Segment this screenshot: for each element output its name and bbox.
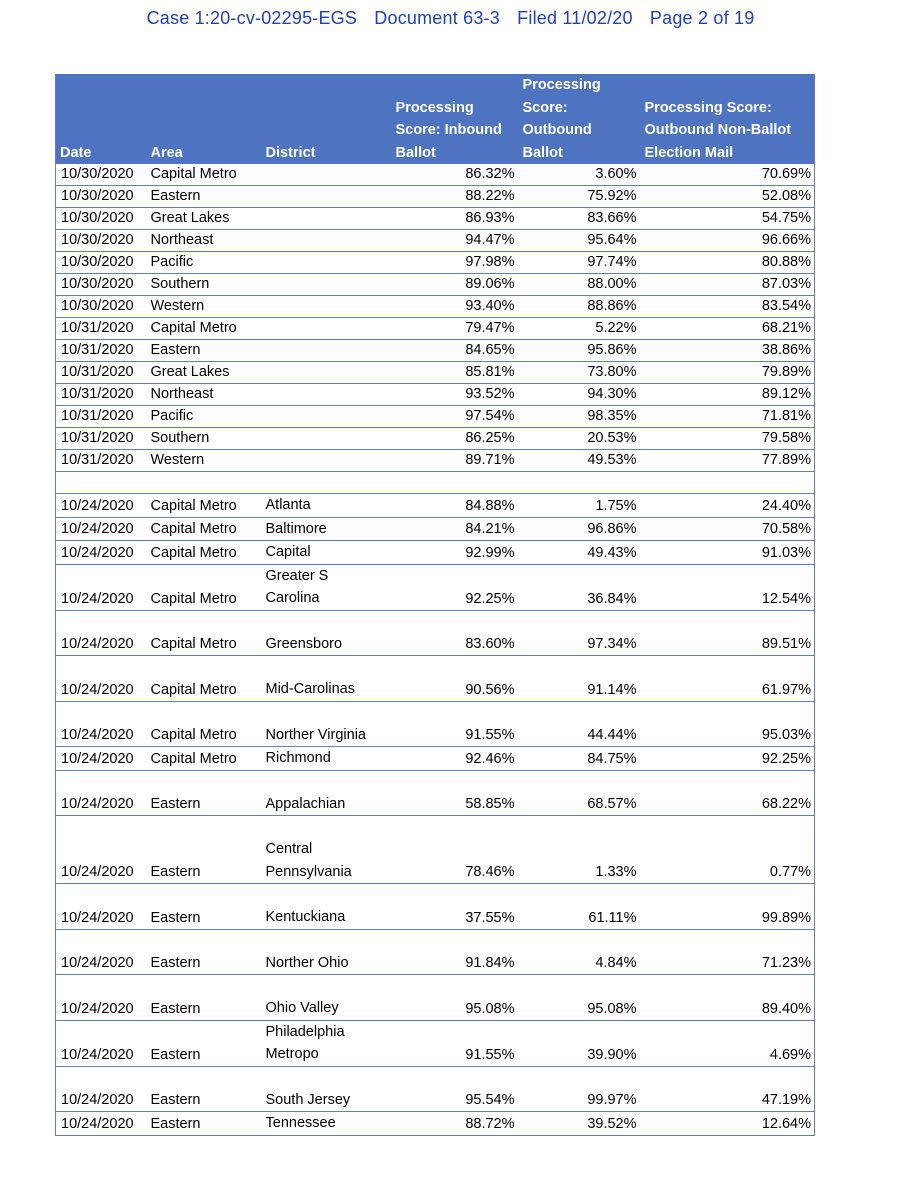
cell-outbound: 75.92% (518, 186, 640, 208)
cell-area: Eastern (146, 929, 261, 975)
cell-outbound: 96.86% (518, 517, 640, 541)
spacer-row (56, 472, 815, 494)
cell-non-ballot: 68.22% (640, 770, 815, 816)
cell-date: 10/31/2020 (56, 362, 146, 384)
cell-district (261, 296, 391, 318)
cell-area: Capital Metro (146, 701, 261, 747)
cell-district (261, 656, 391, 702)
cell-inbound: 37.55% (391, 884, 518, 930)
cell-outbound: 1.75% (518, 494, 640, 518)
cell-inbound: 91.55% (391, 1020, 518, 1066)
table-row (56, 494, 815, 518)
cell-date: 10/24/2020 (56, 1112, 146, 1136)
table-row (56, 770, 815, 816)
cell-district (261, 274, 391, 296)
cell-inbound: 89.06% (391, 274, 518, 296)
cell-non-ballot: 89.12% (640, 384, 815, 406)
cell-district (261, 186, 391, 208)
cell-area: Capital Metro (146, 494, 261, 518)
cell-district (261, 406, 391, 428)
cell-non-ballot: 83.54% (640, 296, 815, 318)
district-line (266, 1067, 387, 1089)
cell-non-ballot: 12.64% (640, 1112, 815, 1136)
cell-district (261, 1020, 391, 1066)
cell-date: 10/24/2020 (56, 656, 146, 702)
district-line: Greensboro (265, 635, 343, 652)
cell-outbound: 88.00% (518, 274, 640, 296)
district-line: Tennessee (265, 1115, 336, 1131)
header-district: District (261, 74, 391, 164)
table-row (56, 296, 815, 318)
cell-inbound: 95.54% (391, 1066, 518, 1112)
document-number: Document 63-3 (374, 8, 500, 28)
cell-non-ballot: 87.03% (640, 274, 815, 296)
cell-outbound: 39.52% (518, 1112, 640, 1136)
table-row (56, 318, 815, 340)
cell-non-ballot: 79.89% (640, 362, 815, 384)
cell-district (261, 884, 391, 930)
cell-outbound: 68.57% (518, 770, 640, 816)
cell-district (261, 816, 391, 884)
cell-outbound: 4.84% (518, 929, 640, 975)
cell-outbound: 83.66% (518, 208, 640, 230)
cell-district (261, 494, 391, 518)
cell-non-ballot: 47.19% (640, 1066, 815, 1112)
cell-outbound: 1.33% (518, 816, 640, 884)
cell-area: Capital Metro (150, 166, 237, 182)
cell-district (261, 252, 391, 274)
cell-inbound: 85.81% (391, 362, 518, 384)
cell-area: Eastern (146, 770, 261, 816)
cell-non-ballot: 38.86% (640, 340, 815, 362)
cell-non-ballot: 95.03% (640, 701, 815, 747)
cell-area: Southern (146, 274, 261, 296)
cell-district (261, 230, 391, 252)
cell-area: Capital Metro (146, 517, 261, 541)
cell-inbound: 79.47% (391, 318, 518, 340)
cell-outbound: 20.53% (518, 428, 640, 450)
cell-non-ballot: 77.89% (640, 450, 815, 472)
cell-non-ballot: 24.40% (640, 494, 815, 518)
table-row (56, 340, 815, 362)
cell-area: Capital Metro (146, 318, 261, 340)
cell-date: 10/24/2020 (56, 747, 146, 771)
cell-date: 10/24/2020 (56, 1066, 146, 1112)
table-row (56, 450, 815, 472)
table-row (56, 884, 815, 930)
empty-cell (518, 472, 640, 494)
cell-inbound: 92.99% (391, 541, 518, 565)
empty-cell (391, 472, 518, 494)
district-line: Kentuckiana (265, 909, 346, 925)
cell-district (261, 517, 391, 541)
cell-date: 10/30/2020 (56, 252, 146, 274)
table-row (56, 274, 815, 296)
table-row (56, 428, 815, 450)
cell-area: Pacific (146, 252, 261, 274)
cell-outbound: 84.75% (518, 747, 640, 771)
cell-non-ballot: 12.54% (640, 564, 815, 610)
cell-non-ballot: 99.89% (640, 884, 815, 930)
district-line: South Jersey (265, 1091, 351, 1108)
header-row (56, 74, 815, 164)
table-row (56, 747, 815, 771)
district-line (266, 771, 387, 793)
cell-date: 10/24/2020 (56, 1020, 146, 1066)
cell-non-ballot: 92.25% (640, 747, 815, 771)
cell-date: 10/31/2020 (56, 384, 146, 406)
cell-district (261, 1112, 391, 1136)
district-line: Norther Virginia (265, 726, 366, 743)
cell-area: Great Lakes (146, 362, 261, 384)
district-line: Atlanta (265, 497, 311, 513)
cell-outbound: 3.60% (595, 166, 637, 182)
cell-non-ballot: 52.08% (640, 186, 815, 208)
table-row (56, 517, 815, 541)
cell-outbound: 91.14% (518, 656, 640, 702)
cell-inbound: 83.60% (391, 610, 518, 656)
table-row (56, 1066, 815, 1112)
table-body (56, 164, 815, 1135)
district-line: Greater S (265, 567, 329, 584)
cell-non-ballot: 96.66% (640, 230, 815, 252)
header-date: Date (56, 74, 146, 164)
cell-district (261, 208, 391, 230)
cell-date: 10/24/2020 (56, 884, 146, 930)
table-row (56, 208, 815, 230)
cell-outbound: 95.86% (518, 340, 640, 362)
cell-outbound: 97.74% (518, 252, 640, 274)
cell-non-ballot: 80.88% (640, 252, 815, 274)
cell-outbound: 49.53% (518, 450, 640, 472)
cell-district (261, 701, 391, 747)
cell-inbound: 89.71% (391, 450, 518, 472)
cell-inbound: 84.88% (391, 494, 518, 518)
cell-district (261, 975, 391, 1021)
cell-area: Capital Metro (146, 747, 261, 771)
cell-non-ballot: 89.51% (640, 610, 815, 656)
cell-non-ballot: 71.23% (640, 929, 815, 975)
cell-inbound: 86.93% (391, 208, 518, 230)
cell-inbound: 91.55% (391, 701, 518, 747)
table-row (56, 564, 815, 610)
cell-area: Eastern (146, 186, 261, 208)
cell-date: 10/24/2020 (56, 816, 146, 884)
district-line: Carolina (265, 590, 320, 606)
cell-district (261, 747, 391, 771)
page-number: Page 2 of 19 (649, 8, 755, 28)
table-row (56, 362, 815, 384)
cell-area: Western (146, 450, 261, 472)
cell-area: Eastern (146, 1112, 261, 1136)
cell-district (261, 318, 391, 340)
cell-inbound: 58.85% (391, 770, 518, 816)
cell-outbound: 36.84% (518, 564, 640, 610)
cell-date: 10/30/2020 (61, 166, 134, 182)
cell-outbound: 73.80% (518, 362, 640, 384)
cell-date: 10/24/2020 (56, 541, 146, 565)
cell-date: 10/24/2020 (56, 701, 146, 747)
district-line: Philadelphia (265, 1023, 345, 1040)
cell-date: 10/31/2020 (56, 340, 146, 362)
cell-inbound: 88.72% (391, 1112, 518, 1136)
cell-outbound: 44.44% (518, 701, 640, 747)
cell-area: Capital Metro (146, 610, 261, 656)
empty-cell (56, 472, 146, 494)
cell-inbound: 94.47% (391, 230, 518, 252)
cell-date: 10/24/2020 (56, 929, 146, 975)
district-line: Metropo (265, 1046, 319, 1062)
cell-outbound: 5.22% (518, 318, 640, 340)
cell-date: 10/30/2020 (56, 186, 146, 208)
cell-district (261, 450, 391, 472)
cell-date: 10/31/2020 (56, 428, 146, 450)
empty-cell (146, 472, 261, 494)
cell-outbound: 95.64% (518, 230, 640, 252)
table-row (56, 656, 815, 702)
cell-area: Capital Metro (146, 656, 261, 702)
cell-district (261, 384, 391, 406)
cell-inbound: 88.22% (391, 186, 518, 208)
table-row (56, 406, 815, 428)
cell-outbound: 94.30% (518, 384, 640, 406)
cell-area: Eastern (146, 1020, 261, 1066)
cell-area: Western (146, 296, 261, 318)
cell-area: Eastern (146, 340, 261, 362)
cell-non-ballot: 89.40% (640, 975, 815, 1021)
cell-outbound: 39.90% (518, 1020, 640, 1066)
cell-area: Capital Metro (146, 564, 261, 610)
cell-outbound: 98.35% (518, 406, 640, 428)
cell-area: Eastern (146, 1066, 261, 1112)
cell-inbound: 92.46% (391, 747, 518, 771)
cell-date: 10/30/2020 (56, 274, 146, 296)
table-row (56, 164, 815, 186)
cell-district (261, 929, 391, 975)
cell-district (261, 1066, 391, 1112)
cell-district (261, 541, 391, 565)
cell-non-ballot: 79.58% (640, 428, 815, 450)
cell-date: 10/31/2020 (56, 450, 146, 472)
cell-date: 10/24/2020 (56, 975, 146, 1021)
cell-non-ballot: 70.69% (761, 166, 811, 182)
cell-inbound: 84.65% (391, 340, 518, 362)
cell-date: 10/24/2020 (56, 494, 146, 518)
cell-date: 10/31/2020 (56, 406, 146, 428)
filed-date: Filed 11/02/20 (517, 8, 633, 28)
cell-district (261, 610, 391, 656)
table-row (56, 975, 815, 1021)
district-line: Richmond (265, 750, 331, 766)
district-line: Baltimore (265, 520, 327, 537)
cell-date: 10/30/2020 (56, 208, 146, 230)
district-line (266, 975, 387, 997)
cell-non-ballot: 70.58% (640, 517, 815, 541)
district-line (266, 656, 387, 678)
cell-area: Northeast (146, 384, 261, 406)
cell-area: Southern (146, 428, 261, 450)
district-line (266, 611, 387, 633)
table-row (56, 701, 815, 747)
cell-non-ballot: 71.81% (640, 406, 815, 428)
cell-area: Capital Metro (146, 541, 261, 565)
cell-inbound: 78.46% (391, 816, 518, 884)
cell-non-ballot: 61.97% (640, 656, 815, 702)
district-line (266, 884, 387, 906)
cell-non-ballot: 68.21% (640, 318, 815, 340)
cell-inbound: 91.84% (391, 929, 518, 975)
cell-date: 10/30/2020 (56, 296, 146, 318)
empty-cell (261, 472, 391, 494)
cell-non-ballot: 4.69% (640, 1020, 815, 1066)
table-row (56, 816, 815, 884)
cell-inbound: 93.52% (391, 384, 518, 406)
cell-date: 10/30/2020 (56, 230, 146, 252)
table-row (56, 186, 815, 208)
table-row (56, 541, 815, 565)
cell-date: 10/24/2020 (56, 610, 146, 656)
cell-district (261, 164, 391, 186)
district-line: Capital (265, 544, 311, 560)
cell-district (261, 770, 391, 816)
header-area: Area (146, 74, 261, 164)
cell-inbound: 90.56% (391, 656, 518, 702)
empty-cell (640, 472, 815, 494)
cell-area: Eastern (146, 816, 261, 884)
cell-inbound: 93.40% (391, 296, 518, 318)
header-non-ballot: Processing Score: Outbound Non-Ballot Election Mail (640, 74, 815, 164)
cell-outbound: 61.11% (518, 884, 640, 930)
header-inbound: Processing Score: Inbound Ballot (391, 74, 518, 164)
table-row (56, 929, 815, 975)
cell-outbound: 49.43% (518, 541, 640, 565)
cell-outbound: 99.97% (518, 1066, 640, 1112)
cell-area: Great Lakes (146, 208, 261, 230)
cell-outbound: 97.34% (518, 610, 640, 656)
cell-inbound: 86.25% (391, 428, 518, 450)
district-line: Ohio Valley (265, 1000, 339, 1016)
processing-score-table (55, 74, 815, 1136)
cell-date: 10/24/2020 (56, 770, 146, 816)
cell-non-ballot: 54.75% (640, 208, 815, 230)
table-row (56, 610, 815, 656)
table-row (56, 384, 815, 406)
cell-district (261, 362, 391, 384)
table-row (56, 252, 815, 274)
table-row (56, 230, 815, 252)
cell-non-ballot: 91.03% (640, 541, 815, 565)
district-line: Pennsylvania (265, 863, 352, 880)
cell-date: 10/24/2020 (56, 564, 146, 610)
cell-outbound: 88.86% (518, 296, 640, 318)
table-row (56, 1112, 815, 1136)
cell-district (261, 428, 391, 450)
district-line (266, 702, 387, 724)
cell-inbound: 84.21% (391, 517, 518, 541)
district-line (266, 930, 387, 952)
cell-district (261, 564, 391, 610)
cell-inbound: 86.32% (465, 166, 515, 182)
cell-date: 10/31/2020 (56, 318, 146, 340)
district-line: Central (265, 841, 313, 857)
cell-area: Northeast (146, 230, 261, 252)
case-header (0, 8, 901, 29)
cell-area: Eastern (146, 884, 261, 930)
cell-inbound: 92.25% (391, 564, 518, 610)
district-line: Norther Ohio (265, 954, 349, 971)
cell-area: Pacific (146, 406, 261, 428)
header-outbound: Processing Score: Outbound Ballot (518, 74, 640, 164)
cell-date: 10/24/2020 (56, 517, 146, 541)
cell-non-ballot: 0.77% (640, 816, 815, 884)
cell-district (261, 340, 391, 362)
district-line: Appalachian (265, 795, 346, 812)
district-line: Mid-Carolinas (265, 681, 355, 697)
case-number: Case 1:20-cv-02295-EGS (146, 8, 358, 28)
cell-inbound: 97.98% (391, 252, 518, 274)
cell-outbound: 95.08% (518, 975, 640, 1021)
cell-area: Eastern (146, 975, 261, 1021)
table-row (56, 1020, 815, 1066)
cell-inbound: 95.08% (391, 975, 518, 1021)
cell-inbound: 97.54% (391, 406, 518, 428)
district-line (266, 816, 387, 838)
